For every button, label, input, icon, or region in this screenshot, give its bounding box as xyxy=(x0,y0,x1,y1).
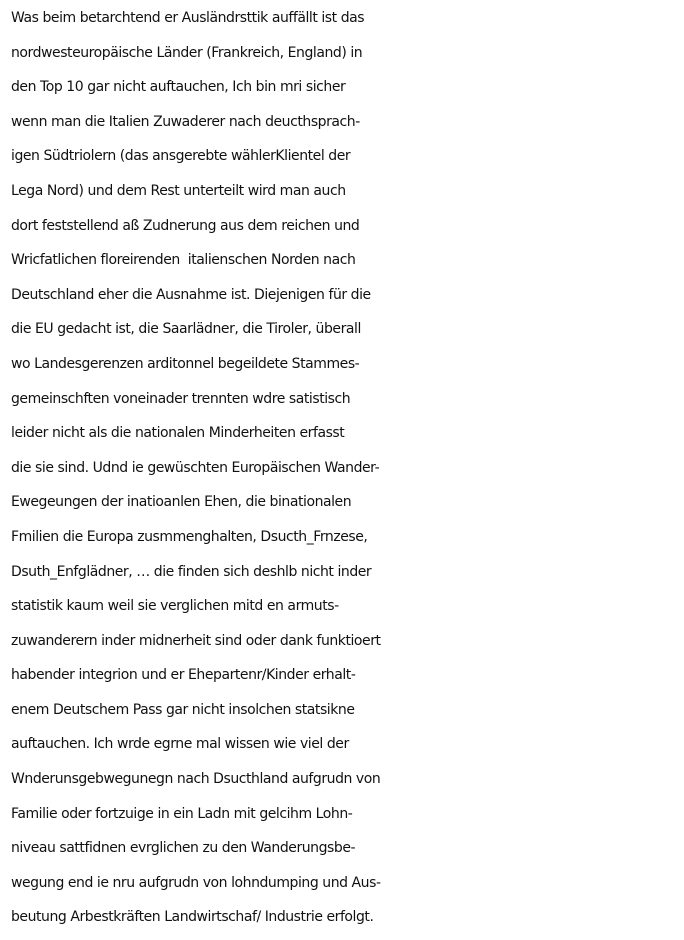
body-paragraph xyxy=(11,1,681,935)
text-line: wo Landesgerenzen arditonnel begeildete Stammes- xyxy=(11,355,360,372)
text-line: Deutschland eher die Ausnahme ist. Diejenigen für die xyxy=(11,286,371,303)
text-line: zuwanderern inder midnerheit sind oder dank funktioert xyxy=(11,632,381,649)
text-line: auftauchen. Ich wrde egrne mal wissen wie viel der xyxy=(11,736,349,753)
text-line: Familie oder fortzuige in ein Ladn mit gelcihm Lohn- xyxy=(11,805,353,822)
text-line: die sie sind. Udnd ie gewüschten Europäischen Wander- xyxy=(11,459,380,476)
text-line: Lega Nord) und dem Rest unterteilt wird man auch xyxy=(11,182,346,199)
text-line: Ewegeungen der inatioanlen Ehen, die binationalen xyxy=(11,494,352,511)
text-line: Wricfatlichen floreirenden italienschen Norden nach xyxy=(11,252,356,269)
text-line: beutung Arbestkräften Landwirtschaf/ Industrie erfolgt. xyxy=(11,909,374,926)
text-line: Dsuth_Enfglädner, … die finden sich deshlb nicht inder xyxy=(11,563,372,580)
text-line: igen Südtriolern (das ansgerebte wählerKlientel der xyxy=(11,148,351,165)
text-line: den Top 10 gar nicht auftauchen, Ich bin mri sicher xyxy=(11,79,346,96)
text-line: statistik kaum weil sie verglichen mitd en armuts- xyxy=(11,598,339,615)
text-line: gemeinschften voneinader trennten wdre satistisch xyxy=(11,390,351,407)
text-line: leider nicht als die nationalen Minderheiten erfasst xyxy=(11,425,345,442)
text-line: dort feststellend aß Zudnerung aus dem reichen und xyxy=(11,217,360,234)
text-line: habender integrion und er Ehepartenr/Kinder erhalt- xyxy=(11,667,356,684)
text-line: Wnderunsgebwegunegn nach Dsucthland aufgrudn von xyxy=(11,771,381,788)
text-line: die EU gedacht ist, die Saarlädner, die Tiroler, überall xyxy=(11,321,361,338)
text-line: niveau sattfidnen evrglichen zu den Wanderungsbe- xyxy=(11,840,356,857)
text-line: Fmilien die Europa zusmmenghalten, Dsucth_Frnzese, xyxy=(11,528,368,545)
text-line: nordwesteuropäische Länder (Frankreich, England) in xyxy=(11,44,363,61)
text-line: wenn man die Italien Zuwaderer nach deucthsprach- xyxy=(11,113,360,130)
text-line: wegung end ie nru aufgrudn von lohndumping und Aus- xyxy=(11,874,381,891)
text-line: Was beim betarchtend er Ausländrsttik auffällt ist das xyxy=(11,10,365,26)
text-line: enem Deutschem Pass gar nicht insolchen statsikne xyxy=(11,701,355,718)
